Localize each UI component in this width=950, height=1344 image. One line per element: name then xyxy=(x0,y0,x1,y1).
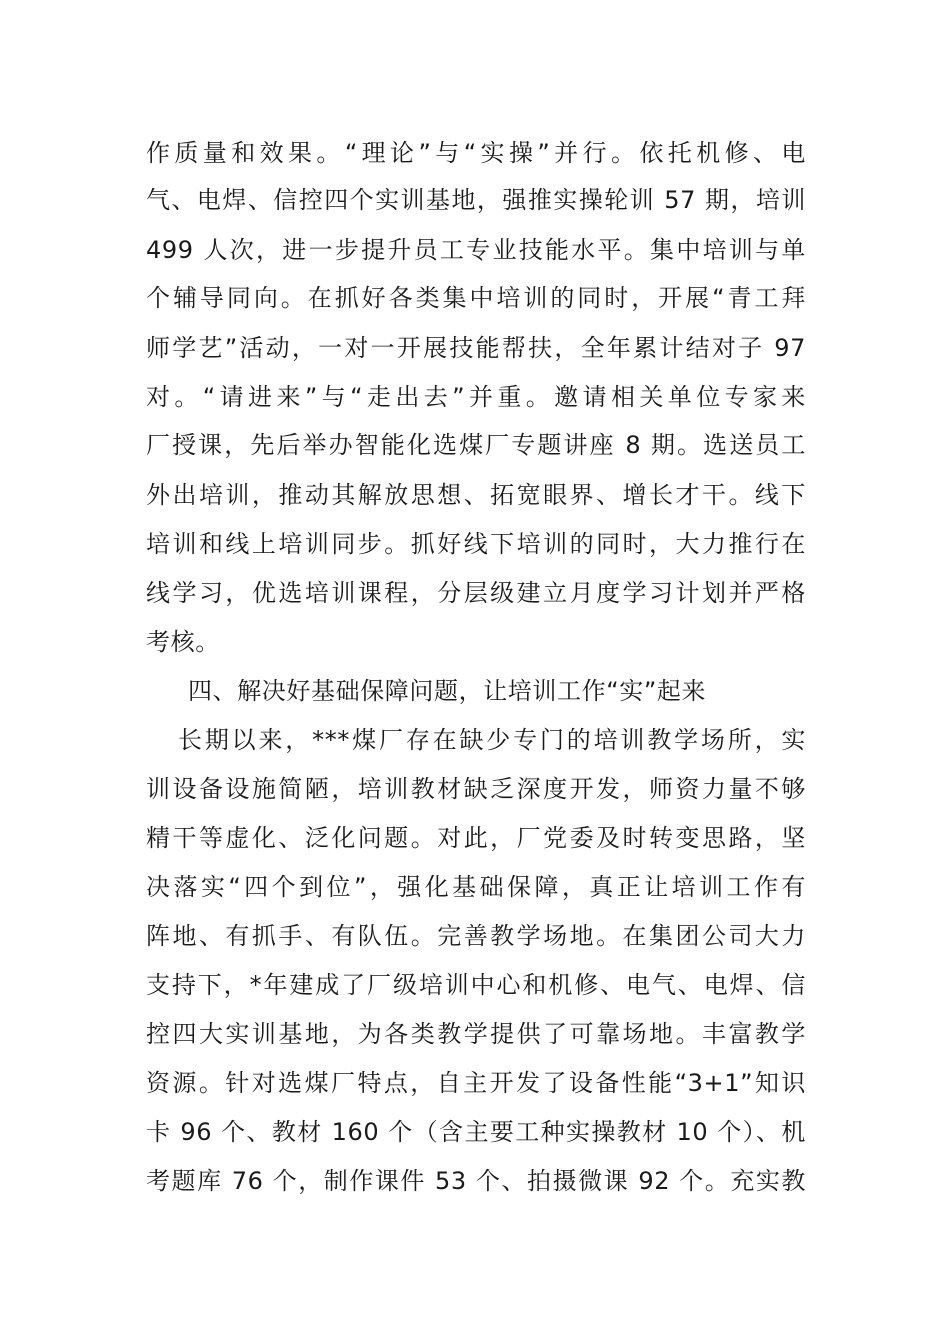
text-line: 师学艺”活动，一对一开展技能帮扶，全年累计结对子 97 xyxy=(146,334,806,362)
section-heading: 四、解决好基础保障问题，让培训工作“实”起来 xyxy=(188,677,707,705)
text-line: 作质量和效果。“理论”与“实操”并行。依托机修、电 xyxy=(146,139,806,167)
text-line: 个辅导同向。在抓好各类集中培训的同时，开展“青工拜 xyxy=(146,284,806,312)
text-line: 培训和线上培训同步。抓好线下培训的同时，大力推行在 xyxy=(146,530,806,558)
text-line: 决落实“四个到位”，强化基础保障，真正让培训工作有 xyxy=(146,873,806,901)
text-line: 外出培训，推动其解放思想、拓宽眼界、增长才干。线下 xyxy=(146,481,806,509)
text-line: 气、电焊、信控四个实训基地，强推实操轮训 57 期，培训 xyxy=(146,186,806,214)
text-line: 支持下，*年建成了厂级培训中心和机修、电气、电焊、信 xyxy=(146,971,806,999)
text-line: 资源。针对选煤厂特点，自主开发了设备性能“3+1”知识 xyxy=(146,1069,806,1097)
text-line: 厂授课，先后举办智能化选煤厂专题讲座 8 期。选送员工 xyxy=(146,431,806,459)
text-line: 对。“请进来”与“走出去”并重。邀请相关单位专家来 xyxy=(146,383,806,411)
text-line: 训设备设施简陋，培训教材缺乏深度开发，师资力量不够 xyxy=(146,775,806,803)
text-line: 考题库 76 个，制作课件 53 个、拍摄微课 92 个。充实教 xyxy=(146,1167,806,1195)
text-line: 长期以来，***煤厂存在缺少专门的培训教学场所，实 xyxy=(178,726,806,754)
text-line: 控四大实训基地，为各类教学提供了可靠场地。丰富教学 xyxy=(146,1020,806,1048)
text-line: 考核。 xyxy=(146,628,220,656)
text-line: 卡 96 个、教材 160 个（含主要工种实操教材 10 个）、机 xyxy=(146,1118,806,1146)
text-line: 阵地、有抓手、有队伍。完善教学场地。在集团公司大力 xyxy=(146,922,806,950)
text-line: 线学习，优选培训课程，分层级建立月度学习计划并严格 xyxy=(146,579,806,607)
text-line: 499 人次，进一步提升员工专业技能水平。集中培训与单 xyxy=(146,236,806,264)
text-line: 精干等虚化、泛化问题。对此，厂党委及时转变思路，坚 xyxy=(146,824,806,852)
